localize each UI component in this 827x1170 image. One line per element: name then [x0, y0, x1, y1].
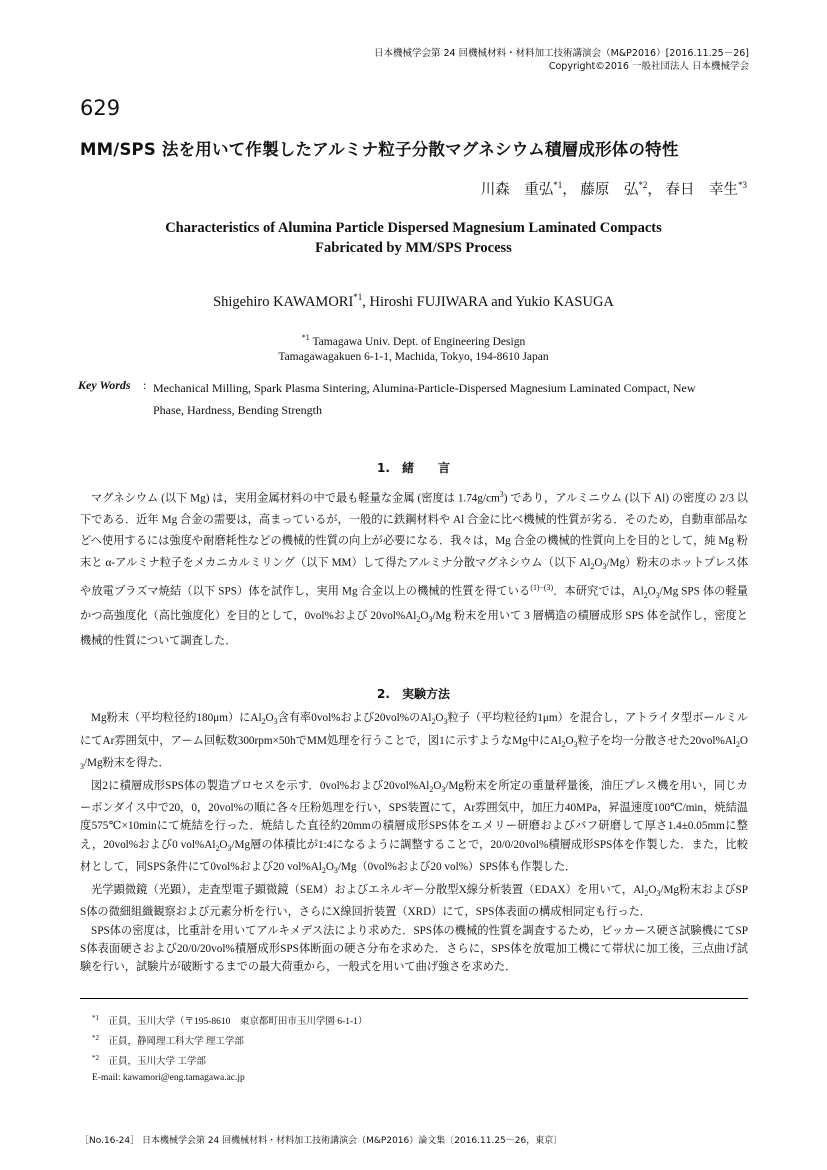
methods-paragraph-1: Mg粉末（平均粒径約180μm）に$Al_2O_3$含有率0vol%および20vol%の$Al_2O_3$粒子（平均粒径約1μm）を混合し，アトライタ型ボールミルにてAr雰囲気中，アーム回転数300rpm×50hでMM処理を行うことで，図1に示すようなMg中に$Al_2O_3$粒子を均一分散させた$20vol\%Al_2O_3/Mg$粉末を得た． [80, 712, 748, 772]
methods-paragraph-2: 図2に積層成形SPS体の製造プロセスを示す．0vol%および$20vol\%Al_2O_3/Mg$粉末を所定の重量秤量後，油圧プレス機を用い，同じカーボンダイス中で20，0，20vol%の順に各々圧粉処理を行い，SPS装置にて，Ar雰囲気中，加圧力40MPa，昇温速度100℃/min，焼結温度575℃×10minにて焼結を行った．焼結した直径約20mmの積層成形SPS体をエメリー研磨およびバフ研磨して厚さ1.4±0.05mmに整え，20vol%および0 $vol\%Al_2O_3/Mg$層の体積比が1:4になるように調整することで，20/0/20vol%積層成形SPS体を作製した．また，比較材として，同SPS条件にて0vol%および20 $vol\%Al_2O_3/Mg(0vol\%$および20 vol%）SPS体も作製した． [80, 779, 748, 876]
keywords-label: Key Words [78, 378, 131, 392]
proceedings-footer: ［No.16-24］ 日本機械学会第 24 回機械材料・材料加工技術講演会（M&P2016）論文集〔2016.11.25－26，東京〕 [80, 1136, 563, 1146]
header-copyright: Copyright©2016 一般社団法人 日本機械学会 [548, 61, 749, 72]
keywords-text: Mechanical Milling, Spark Plasma Sintering, Alumina-Particle-Dispersed Magnesium Laminated Compact, New Phase, Hardness, Bending Strength [153, 381, 696, 417]
author-ja-3: 春日 幸生 [665, 182, 738, 198]
conference-header [374, 47, 749, 73]
title-en-line-2: Fabricated by MM/SPS Process [315, 240, 512, 256]
footnote-1 [92, 1010, 367, 1030]
header-line-1: 日本機械学会第 24 回機械材料・材料加工技術講演会（M&P2016）[2016.11.25－26] [373, 48, 749, 59]
affiliation-mark: *1 [301, 333, 310, 342]
author-ja-2-mark: *2 [638, 180, 648, 191]
footnote-2 [92, 1030, 367, 1050]
author-ja-2: 藤原 弘 [580, 182, 639, 198]
footnote-divider [80, 998, 748, 999]
footnote-3-text: 正員，玉川大学 工学部 [108, 1057, 206, 1068]
affiliation-line-1: Tamagawa Univ. Dept. of Engineering Design [309, 335, 526, 348]
methods-body [80, 709, 748, 977]
introduction-body [80, 484, 748, 652]
author-ja-1-mark: *1 [553, 180, 563, 191]
title-english [80, 218, 747, 258]
methods-paragraph-3: 光学顕微鏡（光顕），走査型電子顕微鏡（SEM）およびエネルギー分散型X線分析装置（EDAX）を用いて，$Al_2O_3/Mg$粉末およびSPS体の微細組織観察および元素分析を行い，さらにX線回折装置（XRD）にて，SPS体表面の構成相同定も行った． [80, 883, 749, 919]
contact-email: E-mail: kawamori@eng.tamagawa.ac.jp [92, 1073, 245, 1084]
methods-paragraph-4: SPS体の密度は，比重計を用いてアルキメデス法により求めた．SPS体の機械的性質を調査するため，ビッカース硬さ試験機にてSPS体表面硬さおよび20/0/20vol%積層成形SPS体断面の硬さ分布を求めた．さらに，SPS体を放電加工機にて帯状に加工後，三点曲げ試験を行い，試験片が破断するまでの最大荷重から，一般式を用いて曲げ強さを求めた． [80, 924, 748, 974]
footnotes [92, 1010, 367, 1086]
footnote-1-mark: *1 [92, 1014, 99, 1022]
footnote-3 [92, 1050, 367, 1070]
authors-japanese: 川森 重弘$^{*1}$， 藤原 弘$^{*2}$， 春日 幸生$^{*3}$ [480, 180, 747, 198]
author-en-1-mark: *1 [353, 292, 363, 302]
paper-number: 629 [80, 96, 121, 120]
authors-english [80, 292, 747, 311]
affiliation [80, 330, 747, 365]
footnote-1-text: 正員，玉川大学（〒195-8610 東京都町田市玉川学園 6-1-1） [108, 1017, 368, 1028]
title-japanese: MM/SPS 法を用いて作製したアルミナ粒子分散マグネシウム積層成形体の特性 [80, 140, 679, 159]
introduction-paragraph: マグネシウム (以下 Mg) は，実用金属材料の中で最も軽量な金属 (密度は $1.74g/cm^3$) であり，アルミニウム (以下 Al) の密度の 2/3 以下である．近年 Mg 合金の需要は，高まっているが，一般的に鉄鋼材料や Al 合金に比べ機械的性質が劣る．そのため，自動車部品などへ使用するには強度や耐磨耗性などの機械的性質の向上が必要になる．我々は，Mg 合金の機械的性質向上を目的として，純 Mg 粉末と α-アルミナ粒子をメカニカルミリング（以下 MM）して得たアルミナ分散マグネシウム（以下 $Al_2O_3/Mg$）粉末のホットプレス体や放電プラズマ焼結（以下 SPS）体を試作し，実用 Mg 合金以上の機械的性質を得ている$^{(1)-(3)}$．本研究では，$Al_2O_3/Mg$ SPS 体の軽量かつ高強度化（高比強度化）を目的として，0vol%および $20vol\%Al_2O_3/Mg$ 粉末を用いて 3 層構造の積層成形 SPS 体を試作し，密度と機械的性質について調査した． [80, 490, 749, 647]
author-ja-3-mark: *3 [738, 180, 747, 191]
author-en-1: Shigehiro KAWAMORI [213, 293, 354, 310]
authors-en-rest: , Hiroshi FUJIWARA and Yukio KASUGA [362, 293, 614, 310]
author-ja-1: 川森 重弘 [480, 182, 554, 198]
footnote-2-mark: *2 [92, 1034, 99, 1043]
section-heading-methods: 2. 実験方法 [377, 687, 450, 701]
title-en-line-1: Characteristics of Alumina Particle Dispersed Magnesium Laminated Compacts [165, 220, 662, 236]
section-heading-introduction: 1. 緒 言 [377, 461, 450, 475]
footnote-2-text: 正員，静岡理工科大学 理工学部 [108, 1037, 244, 1048]
keywords-colon: : [143, 378, 147, 392]
footnote-3-mark: *2 [92, 1054, 99, 1063]
affiliation-line-2: Tamagawagakuen 6-1-1, Machida, Tokyo, 194-8610 Japan [278, 350, 549, 363]
